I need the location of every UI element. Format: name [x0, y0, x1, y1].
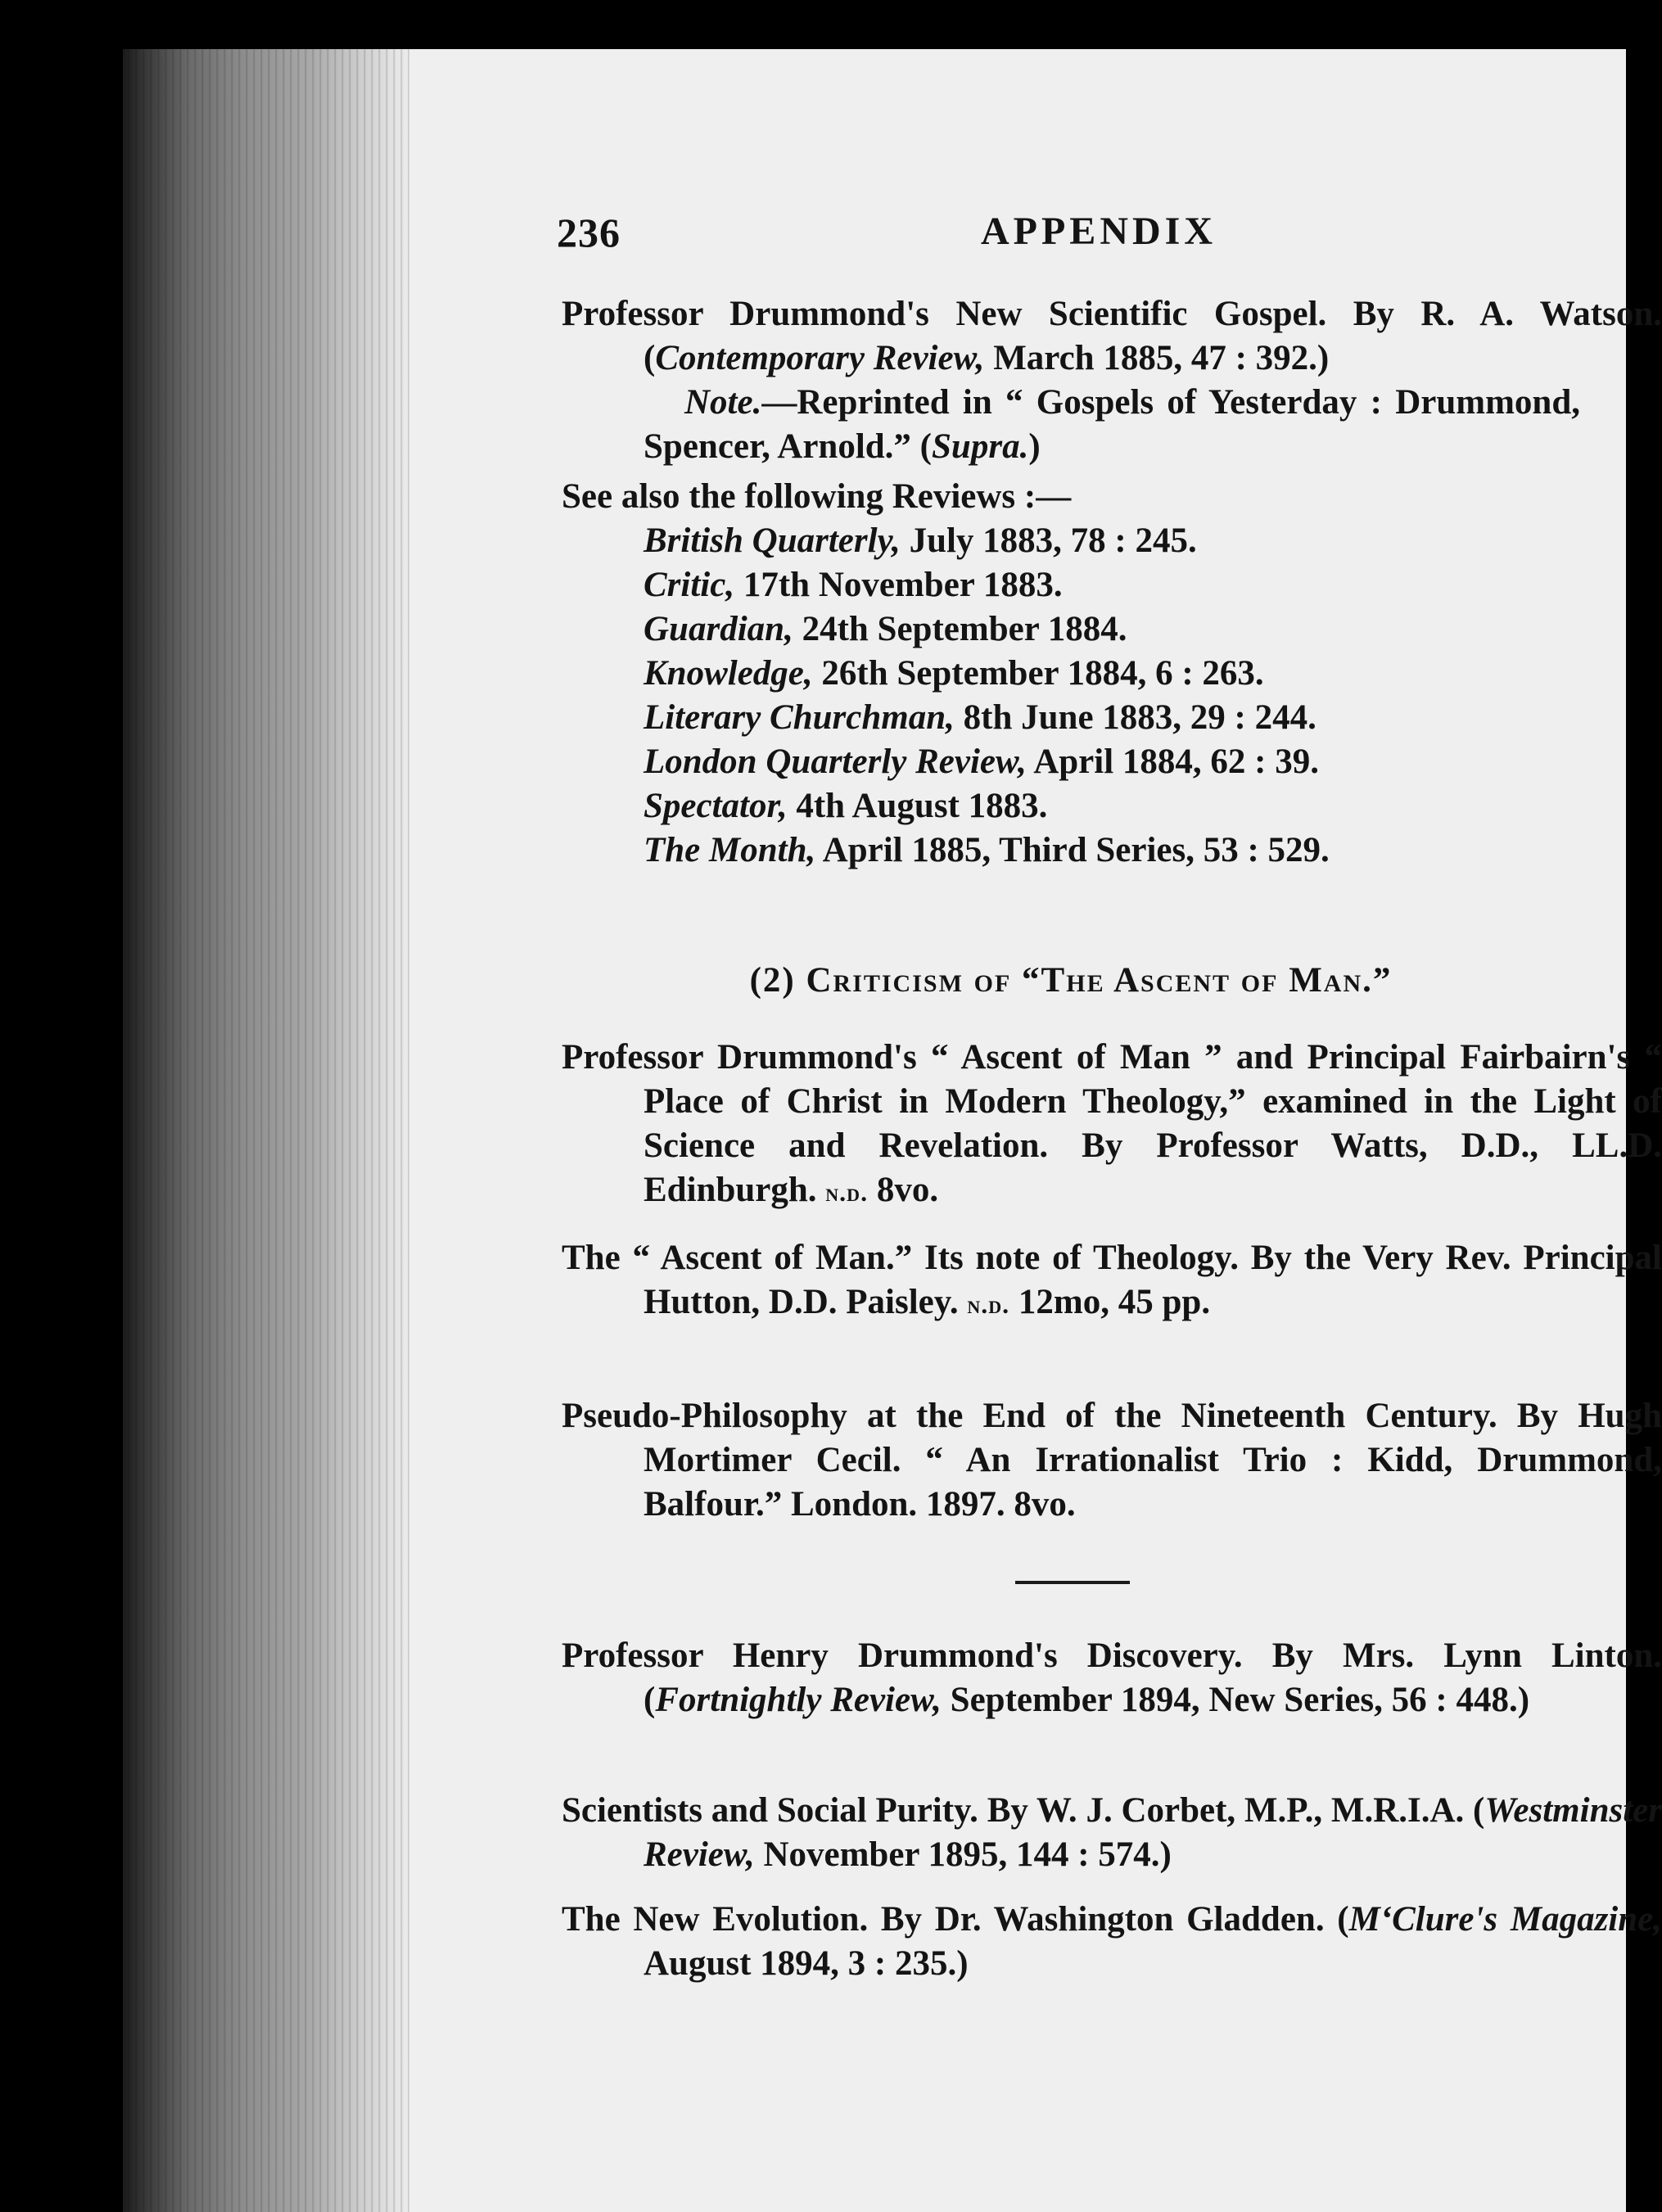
bib-entry-watts: Professor Drummond's “ Ascent of Man ” and Principal Fairbairn's “ Place of Christ in Modern Theology,” examined in the Light of Science and Revelation. By Professor Watts, D.D., LL.D. Edinburgh. n.d. 8vo.	[562, 1038, 1662, 1209]
see-also-line: See also the following Reviews :—	[562, 477, 1072, 516]
bib-entry-corbet: Scientists and Social Purity. By W. J. Corbet, M.P., M.R.I.A. (Westminster Review, November 1895, 144 : 574.)	[562, 1791, 1662, 1874]
bib-entry-cecil: Pseudo-Philosophy at the End of the Nineteenth Century. By Hugh Mortimer Cecil. “ An Irrationalist Trio : Kidd, Drummond, Balfour.” London. 1897. 8vo.	[562, 1397, 1662, 1524]
bib-entry-hutton: The “ Ascent of Man.” Its note of Theology. By the Very Rev. Principal Hutton, D.D. Paisley. n.d. 12mo, 45 pp.	[562, 1239, 1662, 1321]
review-item	[644, 696, 1580, 740]
bib-entry-linton: Professor Henry Drummond's Discovery. By Mrs. Lynn Linton. (Fortnightly Review, September 1894, New Series, 56 : 448.)	[562, 1636, 1662, 1719]
running-head: APPENDIX	[981, 210, 1217, 253]
review-item	[644, 607, 1580, 652]
review-item	[644, 652, 1580, 696]
review-journal: London Quarterly Review,	[644, 743, 1027, 781]
review-journal: Critic,	[644, 566, 735, 604]
page-stack-edge	[123, 49, 422, 2212]
page-number: 236	[557, 210, 621, 255]
review-journal: The Month,	[644, 831, 816, 869]
review-journal: British Quarterly,	[644, 521, 901, 560]
reprint-note: Note.—Reprinted in “ Gospels of Yesterday : Drummond, Spencer, Arnold.” (Supra.)	[644, 383, 1580, 466]
review-detail: April 1885, Third Series, 53 : 529.	[815, 831, 1330, 869]
review-list	[644, 519, 1580, 873]
review-journal: Guardian,	[644, 610, 793, 648]
review-item	[644, 563, 1580, 607]
review-journal: Spectator,	[644, 787, 788, 825]
review-journal: Literary Churchman,	[644, 698, 955, 737]
review-detail: April 1884, 62 : 39.	[1026, 743, 1319, 781]
review-detail: July 1883, 78 : 245.	[900, 521, 1197, 560]
section-heading: (2) Criticism of “The Ascent of Man.”	[749, 961, 1393, 1000]
review-detail: 26th September 1884, 6 : 263.	[812, 654, 1264, 693]
review-item	[644, 784, 1580, 828]
bib-entry-watson: Professor Drummond's New Scientific Gospel. By R. A. Watson. (Contemporary Review, March 1885, 47 : 392.)	[562, 295, 1662, 377]
review-detail: 4th August 1883.	[787, 787, 1048, 825]
review-item	[644, 740, 1580, 784]
review-item	[644, 519, 1580, 563]
bib-entry-gladden: The New Evolution. By Dr. Washington Gladden. (M‘Clure's Magazine, August 1894, 3 : 235.)	[562, 1900, 1662, 1983]
review-item	[644, 828, 1580, 873]
divider-rule	[1015, 1581, 1130, 1584]
review-detail: 24th September 1884.	[793, 610, 1127, 648]
review-detail: 17th November 1883.	[734, 566, 1063, 604]
review-detail: 8th June 1883, 29 : 244.	[954, 698, 1317, 737]
review-journal: Knowledge,	[644, 654, 813, 693]
